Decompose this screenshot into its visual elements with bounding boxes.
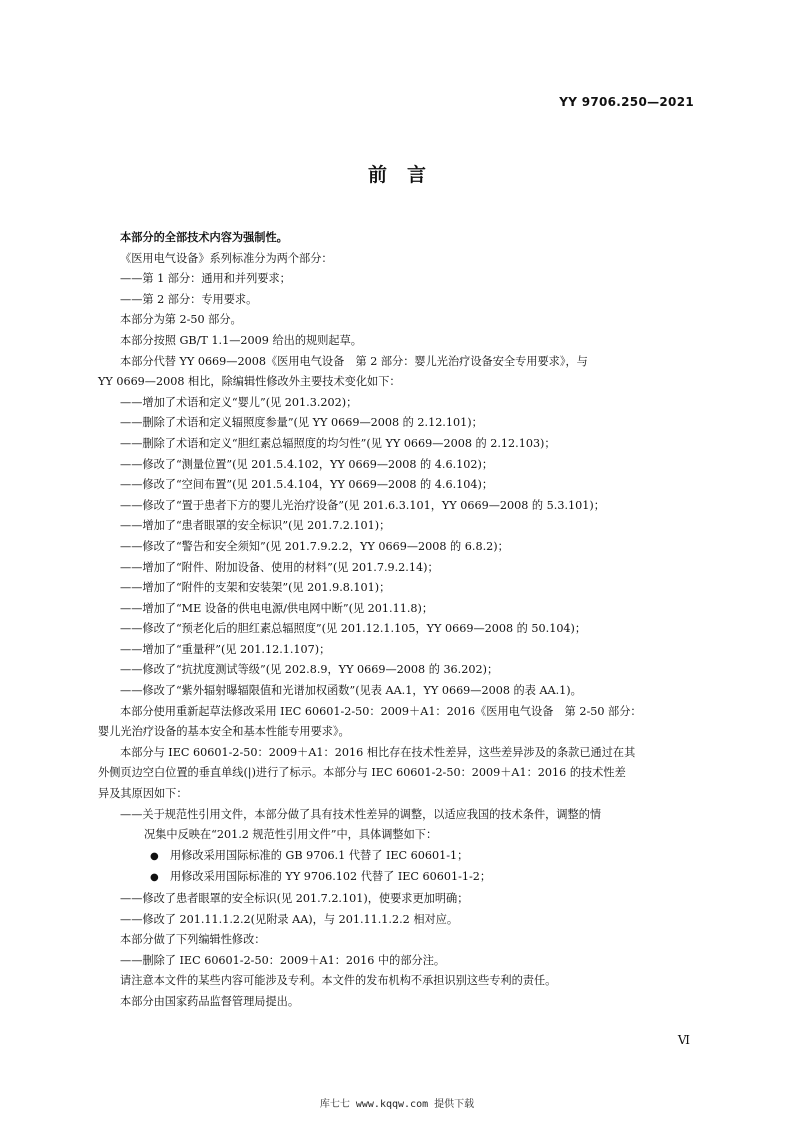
replacement-statement-line-2: YY 0669—2008 相比，除编辑性修改外主要技术变化如下： — [98, 375, 401, 389]
page-number: Ⅵ — [677, 1033, 690, 1047]
bullet-icon: ● — [150, 872, 159, 884]
change-item: ——增加了“患者眼罩的安全标识”(见 201.7.2.101)； — [120, 519, 391, 533]
drafting-rule: 本部分按照 GB/T 1.1—2009 给出的规则起草。 — [120, 333, 362, 347]
page-title: 前言 — [367, 164, 446, 186]
difference-item-eye-mask: ——修改了患者眼罩的安全标识(见 201.7.2.101)，使要求更加明确； — [120, 892, 469, 905]
difference-item-references-cont: 况集中反映在“201.2 规范性引用文件”中，具体调整如下： — [144, 828, 438, 842]
change-item: ——修改了“紫外辐射曝辐限值和光谱加权函数”(见表 AA.1，YY 0669—2008 的表 AA.1)。 — [120, 684, 582, 698]
bullet-item — [120, 846, 712, 868]
difference-item-references: ——关于规范性引用文件，本部分做了具有技术性差异的调整，以适应我国的技术条件，调整的情 — [120, 807, 602, 821]
change-item: ——删除了术语和定义“胆红素总辐照度的均匀性”(见 YY 0669—2008 的 2.12.103)； — [120, 436, 556, 450]
bullet-item — [120, 867, 712, 889]
change-item: ——增加了术语和定义“婴儿”(见 201.3.202)； — [120, 395, 358, 409]
difference-item-annex: ——修改了 201.11.1.2.2(见附录 AA)，与 201.11.1.2.2 相对应。 — [120, 912, 459, 926]
change-list — [120, 393, 712, 702]
replacement-statement-line-1: 本部分代替 YY 0669—2008《医用电气设备 第 2 部分：婴儿光治疗设备安全专用要求》，与 — [120, 354, 588, 368]
series-part-2: ——第 2 部分：专用要求。 — [120, 292, 258, 306]
change-item: ——修改了“测量位置”(见 201.5.4.102，YY 0669—2008 的 4.6.102)； — [120, 457, 494, 471]
change-item: ——删除了术语和定义辐照度参量”(见 YY 0669—2008 的 2.12.101)； — [120, 416, 483, 430]
editorial-item: ——删除了 IEC 60601-2-50：2009＋A1：2016 中的部分注。 — [120, 953, 446, 967]
bullet-text: 用修改采用国际标准的 GB 9706.1 代替了 IEC 60601-1； — [170, 848, 469, 862]
series-part-1: ——第 1 部分：通用和并列要求； — [120, 272, 291, 286]
adoption-statement-line-1: 本部分使用重新起草法修改采用 IEC 60601-2-50：2009＋A1：2016《医用电气设备 第 2-50 部分： — [120, 704, 642, 718]
technical-difference-line-1: 本部分与 IEC 60601-2-50：2009＋A1：2016 相比存在技术性差异，这些差异涉及的条款已通过在其 — [120, 745, 636, 759]
mandatory-statement: 本部分的全部技术内容为强制性。 — [120, 231, 288, 244]
change-item: ——修改了“置于患者下方的婴儿光治疗设备”(见 201.6.3.101，YY 0669—2008 的 5.3.101)； — [120, 498, 605, 512]
change-item: ——修改了“警告和安全须知”(见 201.7.9.2.2，YY 0669—2008 的 6.8.2)； — [120, 539, 509, 553]
standard-code: YY 9706.250—2021 — [559, 95, 694, 109]
patent-notice: 请注意本文件的某些内容可能涉及专利。本文件的发布机构不承担识别这些专利的责任。 — [120, 974, 557, 988]
change-item: ——修改了“空间布置”(见 201.5.4.104，YY 0669—2008 的 4.6.104)； — [120, 478, 494, 492]
technical-difference-line-2: 外侧页边空白位置的垂直单线(|)进行了标示。本部分与 IEC 60601-2-50：2009＋A1：2016 的技术性差 — [98, 766, 626, 780]
change-item: ——增加了“重量秤”(见 201.12.1.107)； — [120, 642, 331, 656]
bullet-icon: ● — [150, 850, 159, 862]
change-item: ——修改了“抗扰度测试等级”(见 202.8.9，YY 0669—2008 的 36.202)； — [120, 663, 499, 677]
technical-difference-line-3: 异及其原因如下： — [98, 787, 188, 801]
change-item: ——修改了“预老化后的胆红素总辐照度”(见 201.12.1.105，YY 0669—2008 的 50.104)； — [120, 622, 587, 636]
change-item: ——增加了“附件、附加设备、使用的材料”(见 201.7.9.2.14)； — [120, 560, 439, 574]
change-item: ——增加了“附件的支架和安装架”(见 201.9.8.101)； — [120, 581, 391, 595]
document-body — [98, 228, 712, 1013]
adoption-statement-line-2: 婴儿光治疗设备的基本安全和基本性能专用要求》。 — [98, 725, 350, 739]
change-item: ——增加了“ME 设备的供电电源/供电网中断”(见 201.11.8)； — [120, 601, 434, 615]
part-number: 本部分为第 2-50 部分。 — [120, 313, 242, 327]
bullet-text: 用修改采用国际标准的 YY 9706.102 代替了 IEC 60601-1-2； — [170, 870, 492, 884]
editorial-intro: 本部分做了下列编辑性修改： — [120, 933, 266, 947]
series-intro: 《医用电气设备》系列标准分为两个部分： — [120, 251, 333, 265]
proposer-statement: 本部分由国家药品监督管理局提出。 — [120, 994, 300, 1008]
footer-watermark: 库七七 www.kqqw.com 提供下载 — [319, 1099, 475, 1110]
